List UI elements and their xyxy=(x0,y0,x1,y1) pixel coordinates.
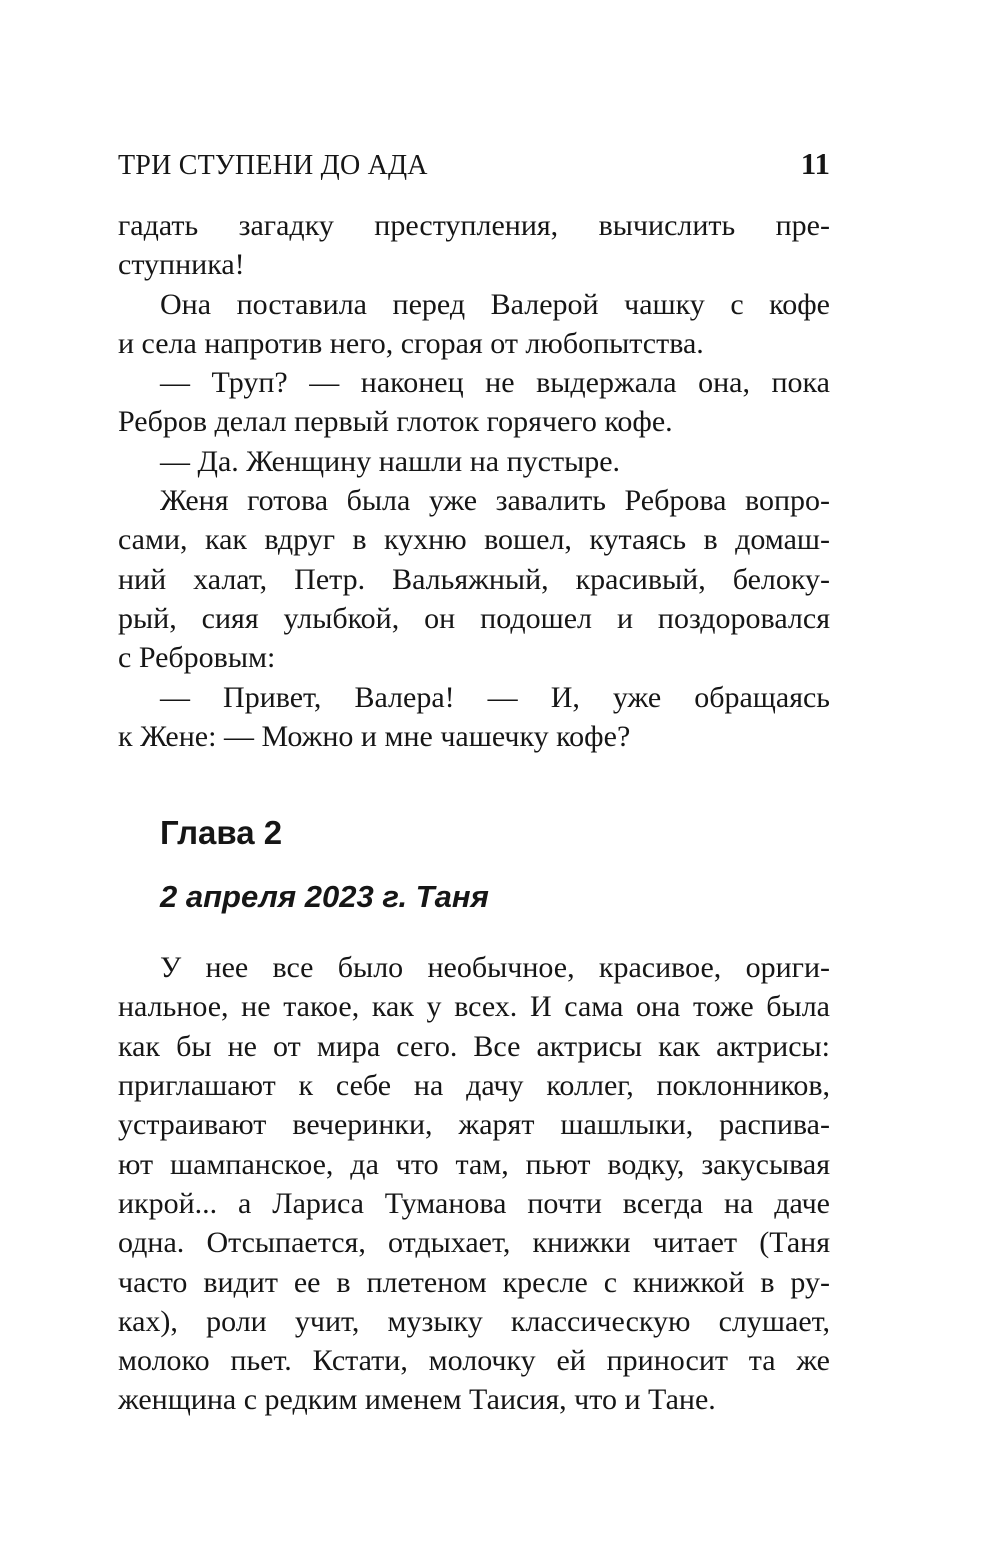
page-number: 11 xyxy=(800,146,830,181)
book-page xyxy=(118,140,830,1420)
chapter-title: Глава 2 xyxy=(160,814,283,852)
text-line: ний халат, Петр. Вальяжный, красивый, белоку- xyxy=(118,562,830,596)
text-line: Ребров делал первый глоток горячего кофе. xyxy=(118,405,673,439)
text-line: — Привет, Валера! — И, уже обращаясь xyxy=(160,680,830,714)
text-line: молоко пьет. Кстати, молочку ей приносит та же xyxy=(118,1344,830,1378)
text-line: икрой... а Лариса Туманова почти всегда на даче xyxy=(118,1186,830,1220)
text-line: с Ребровым: xyxy=(118,641,276,675)
text-line: устраивают вечеринки, жарят шашлыки, распива- xyxy=(118,1108,830,1142)
text-line: гадать загадку преступления, вычислить пре- xyxy=(118,209,830,242)
text-line: — Да. Женщину нашли на пустыре. xyxy=(160,444,621,478)
text-line: одна. Отсыпается, отдыхает, книжки читает (Таня xyxy=(118,1226,830,1260)
text-line: ступника! xyxy=(118,248,245,282)
text-line: к Жене: — Можно и мне чашечку кофе? xyxy=(118,719,631,753)
text-line: как бы не от мира сего. Все актрисы как актрисы: xyxy=(118,1029,830,1063)
running-head xyxy=(118,140,830,188)
text-line: нальное, не такое, как у всех. И сама она тоже была xyxy=(118,990,830,1024)
text-line: Она поставила перед Валерой чашку с кофе xyxy=(160,287,830,321)
book-title: ТРИ СТУПЕНИ ДО АДА xyxy=(118,150,428,181)
text-line: приглашают к себе на дачу коллег, поклонников, xyxy=(118,1069,830,1103)
text-block-1 xyxy=(118,206,830,756)
text-line: Женя готова была уже завалить Реброва вопро- xyxy=(160,484,830,518)
text-line: — Труп? — наконец не выдержала она, пока xyxy=(160,366,830,400)
text-line: ках), роли учит, музыку классическую слушает, xyxy=(118,1304,830,1338)
text-line: и села напротив него, сгорая от любопытства. xyxy=(118,326,704,360)
text-line: ют шампанское, да что там, пьют водку, закусывая xyxy=(118,1147,830,1181)
text-line: У нее все было необычное, красивое, ориги- xyxy=(160,951,830,985)
text-line: сами, как вдруг в кухню вошел, кутаясь в домаш- xyxy=(118,523,830,557)
chapter-subtitle: 2 апреля 2023 г. Таня xyxy=(160,879,489,915)
text-block-2 xyxy=(118,948,830,1420)
text-line: часто видит ее в плетеном кресле с книжкой в ру- xyxy=(118,1265,830,1299)
text-line: рый, сияя улыбкой, он подошел и поздоровался xyxy=(118,601,830,635)
text-line: женщина с редким именем Таисия, что и Тане. xyxy=(118,1383,716,1417)
